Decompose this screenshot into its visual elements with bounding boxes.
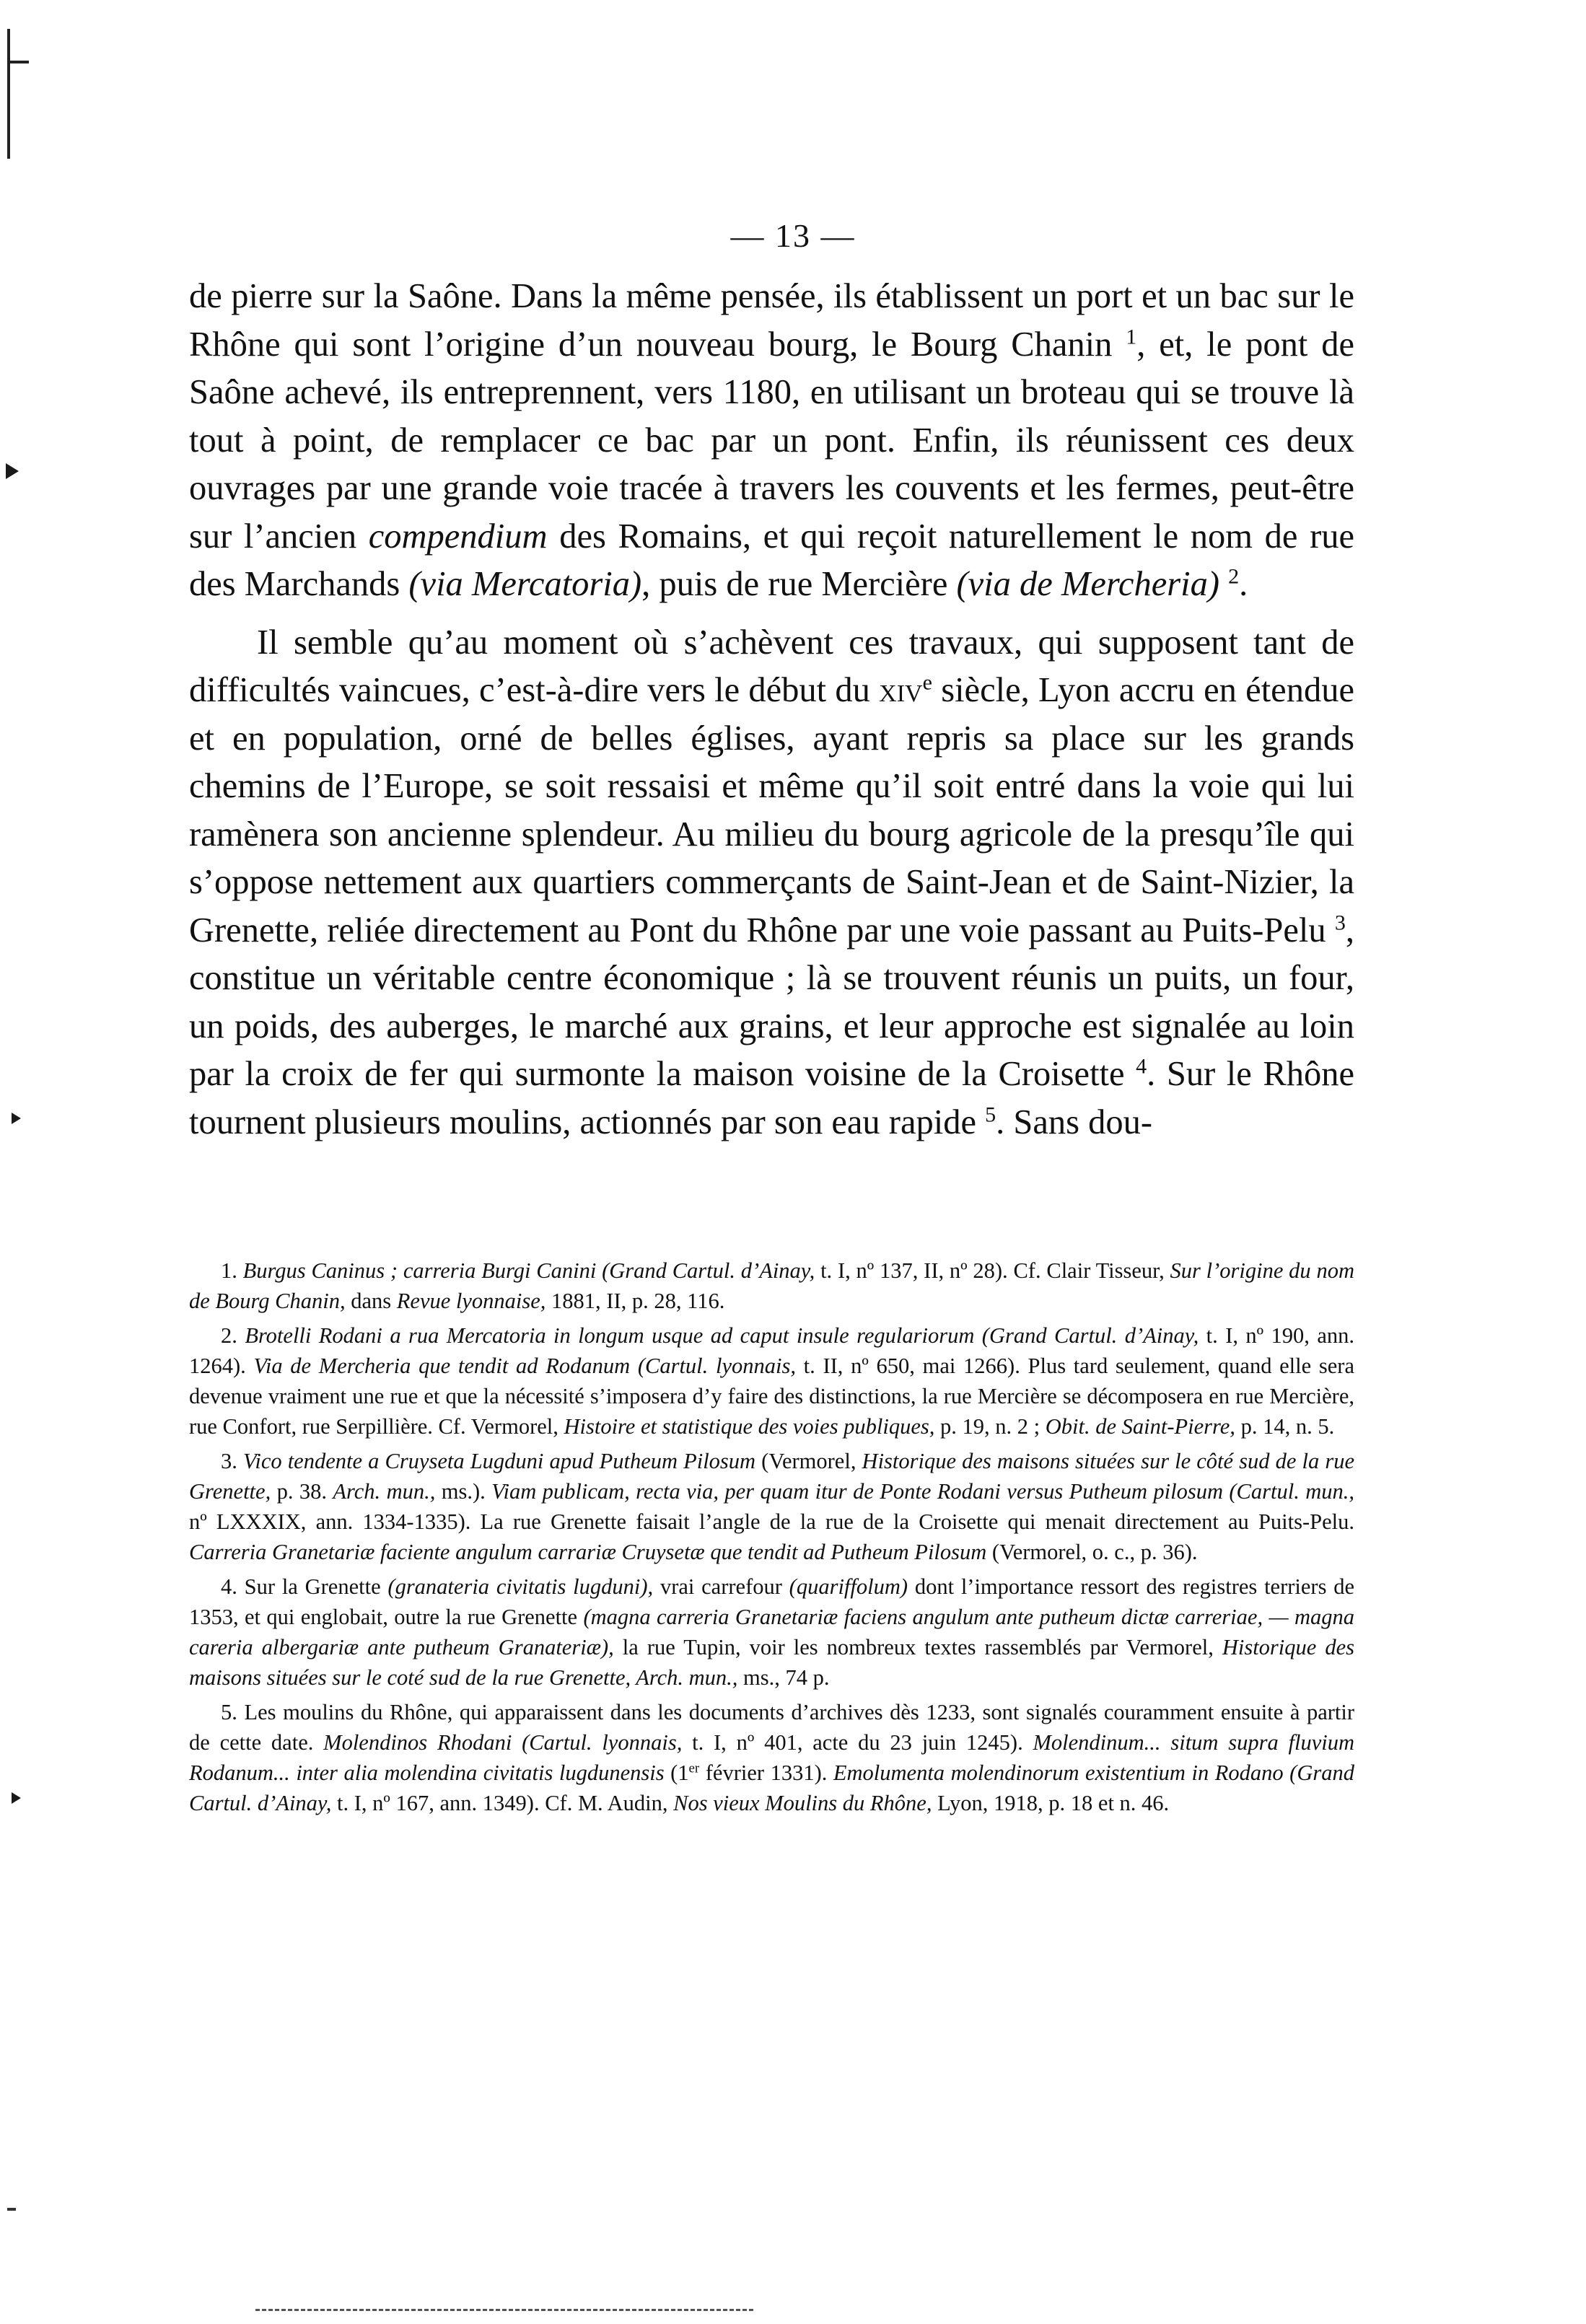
footnote-1: 1. Burgus Caninus ; carreria Burgi Canini (Grand Cartul. d’Ainay, t. I, nº 137, II, nº 28). Cf. Clair Tisseur, Sur l’origine du nom de Bourg Chanin, dans Revue lyonnaise, 1881, II, p. 28, 116. bbox=[189, 1258, 1354, 1313]
footnote-ref[interactable]: 2 bbox=[1228, 564, 1240, 589]
footnote-3: 3. Vico tendente a Cruyseta Lugduni apud Putheum Pilosum (Vermorel, Historique des maisons situées sur le côté sud de la rue Grenette, p. 38. Arch. mun., ms.). Viam publicam, recta via, per quam itur de Ponte Rodani versus Putheum pilosum (Cartul. mun., nº LXXXIX, ann. 1334-1335). La rue Grenette faisait l’angle de la rue de la Croisette qui menait directement au Puits-Pelu. Carreria Granetariæ faciente angulum carrariæ Cruysetæ que tendit ad Putheum Pilosum (Vermorel, o. c., p. 36). bbox=[189, 1449, 1355, 1564]
margin-arrow-marker bbox=[12, 1113, 21, 1124]
paragraph: Il semble qu’au moment où s’achèvent ces travaux, qui supposent tant de difficultés vaincues, c’est-à-dire vers le début du xiv$^e$ siècle, Lyon accru en étendue et en population, orné de belles églises, ayant repris sa place sur les grands chemins de l’Europe, se soit ressaisi et même qu’il soit entré dans la voie qui lui ramènera son ancienne splendeur. Au milieu du bourg agricole de la presqu’île qui s’oppose nettement aux quartiers commerçants de Saint-Jean et de Saint-Nizier, la Grenette, reliée directement au Pont du Rhône par une voie passant au Puits-Pelu $^3$, constitue un véritable centre économique ; là se trouvent réunis un puits, un four, un poids, des auberges, le marché aux grains, et leur approche est signalée au loin par la croix de fer qui surmonte la maison voisine de la Croisette $^4$. Sur le Rhône tournent plusieurs moulins, actionnés par son eau rapide $^5$. Sans dou- bbox=[189, 623, 1354, 1141]
margin-rule-mark bbox=[7, 29, 10, 159]
footnote-ref[interactable]: 4 bbox=[1136, 1053, 1147, 1079]
margin-arrow-marker bbox=[12, 1792, 21, 1804]
footnote-4: 4. Sur la Grenette (granateria civitatis lugduni), vrai carrefour (quariffolum) dont l’importance ressort des registres terriers de 1353, et qui englobait, outre la rue Grenette (magna carreria Granetariæ faciens angulum ante putheum dictæ carreriae, — magna careria albergariæ ante putheum Granateriæ), la rue Tupin, voir les nombreux textes rassemblés par Vermorel, Historique des maisons situées sur le coté sud de la rue Grenette, Arch. mun., ms., 74 p. bbox=[189, 1574, 1355, 1690]
footnotes bbox=[189, 1255, 1354, 1823]
bottom-dashed-rule bbox=[255, 2309, 753, 2311]
footnote-ref[interactable]: 5 bbox=[985, 1101, 996, 1126]
margin-tick-mark bbox=[7, 2208, 16, 2211]
main-text bbox=[189, 273, 1354, 1146]
footnote-5: 5. Les moulins du Rhône, qui apparaissent dans les documents d’archives dès 1233, sont signalés couramment ensuite à partir de cette date. Molendinos Rhodani (Cartul. lyonnais, t. I, nº 401, acte du 23 juin 1245). Molendinum... situm supra fluvium Rodanum... inter alia molendina civitatis lugdunensis (1er février 1331). Emolumenta molendinorum existentium in Rodano (Grand Cartul. d’Ainay, t. I, nº 167, ann. 1349). Cf. M. Audin, Nos vieux Moulins du Rhône, Lyon, 1918, p. 18 et n. 46. bbox=[189, 1700, 1354, 1815]
footnote-2: 2. Brotelli Rodani a rua Mercatoria in longum usque ad caput insule regulariorum (Grand Cartul. d’Ainay, t. I, nº 190, ann. 1264). Via de Mercheria que tendit ad Rodanum (Cartul. lyonnais, t. II, nº 650, mai 1266). Plus tard seulement, quand elle sera devenue vraiment une rue et que la nécessité s’imposera d’y faire des distinctions, la rue Mercière se décomposera en rue Mercière, rue Confort, rue Serpillière. Cf. Vermorel, Histoire et statistique des voies publiques, p. 19, n. 2 ; Obit. de Saint-Pierre, p. 14, n. 5. bbox=[189, 1323, 1355, 1439]
margin-arrow-marker bbox=[6, 463, 19, 479]
footnote-ref[interactable]: 3 bbox=[1334, 909, 1346, 934]
page-number: — 13 — bbox=[730, 217, 856, 254]
paragraph: de pierre sur la Saône. Dans la même pensée, ils établissent un port et un bac sur le Rhône qui sont l’origine d’un nouveau bourg, le Bourg Chanin $^1$, et, le pont de Saône achevé, ils entreprennent, vers 1180, en utilisant un broteau qui se trouve là tout à point, de remplacer ce bac par un pont. Enfin, ils réunissent ces deux ouvrages par une grande voie tracée à travers les couvents et les fermes, peut-être sur l’ancien compendium des Romains, et qui reçoit naturellement le nom de rue des Marchands (via Mercatoria), puis de rue Mercière (via de Mercheria) $^2$. bbox=[189, 277, 1354, 603]
margin-rule-mark bbox=[7, 61, 29, 63]
footnote-ref[interactable]: 1 bbox=[1126, 323, 1137, 348]
